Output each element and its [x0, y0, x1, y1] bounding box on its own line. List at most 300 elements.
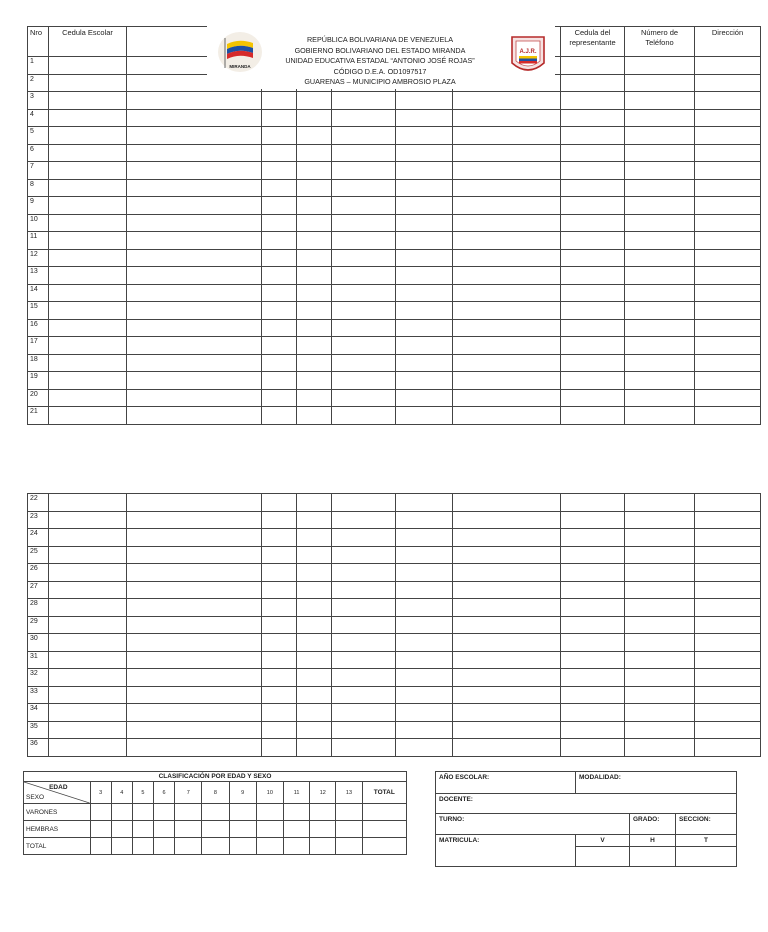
roster-cell[interactable]: [625, 634, 695, 652]
roster-cell[interactable]: [695, 197, 761, 215]
roster-cell[interactable]: [453, 651, 561, 669]
roster-cell[interactable]: [297, 284, 332, 302]
roster-cell[interactable]: [332, 319, 396, 337]
roster-cell[interactable]: [127, 389, 262, 407]
roster-cell[interactable]: [695, 249, 761, 267]
count-cell[interactable]: [336, 838, 362, 855]
roster-cell[interactable]: [453, 546, 561, 564]
roster-cell[interactable]: [297, 407, 332, 425]
roster-cell[interactable]: [625, 302, 695, 320]
roster-cell[interactable]: [561, 634, 625, 652]
roster-cell[interactable]: [561, 704, 625, 722]
roster-cell[interactable]: [49, 267, 127, 285]
turno-field[interactable]: TURNO:: [436, 814, 630, 835]
roster-cell[interactable]: [396, 634, 453, 652]
roster-cell[interactable]: [625, 721, 695, 739]
roster-cell[interactable]: [453, 686, 561, 704]
roster-cell[interactable]: [561, 564, 625, 582]
roster-cell[interactable]: [561, 92, 625, 110]
roster-cell[interactable]: [625, 249, 695, 267]
roster-cell[interactable]: [396, 197, 453, 215]
roster-cell[interactable]: [625, 197, 695, 215]
roster-cell[interactable]: [396, 407, 453, 425]
roster-cell[interactable]: [297, 616, 332, 634]
roster-cell[interactable]: [453, 319, 561, 337]
roster-cell[interactable]: [127, 511, 262, 529]
roster-cell[interactable]: [625, 494, 695, 512]
roster-cell[interactable]: [49, 197, 127, 215]
roster-cell[interactable]: [262, 564, 297, 582]
roster-cell[interactable]: [262, 284, 297, 302]
roster-cell[interactable]: [127, 337, 262, 355]
roster-cell[interactable]: [332, 337, 396, 355]
roster-cell[interactable]: [332, 109, 396, 127]
roster-cell[interactable]: [695, 546, 761, 564]
roster-cell[interactable]: [453, 249, 561, 267]
roster-cell[interactable]: [262, 337, 297, 355]
roster-cell[interactable]: [49, 354, 127, 372]
roster-cell[interactable]: [332, 249, 396, 267]
roster-cell[interactable]: [297, 721, 332, 739]
roster-cell[interactable]: [625, 162, 695, 180]
count-cell[interactable]: [153, 838, 174, 855]
count-cell[interactable]: [90, 804, 111, 821]
count-cell[interactable]: [153, 821, 174, 838]
roster-cell[interactable]: [396, 389, 453, 407]
roster-cell[interactable]: [561, 546, 625, 564]
roster-cell[interactable]: [453, 197, 561, 215]
roster-cell[interactable]: [262, 232, 297, 250]
roster-cell[interactable]: [695, 686, 761, 704]
roster-cell[interactable]: [297, 581, 332, 599]
roster-cell[interactable]: [297, 319, 332, 337]
roster-cell[interactable]: [453, 616, 561, 634]
matricula-h-value[interactable]: [630, 847, 676, 867]
roster-cell[interactable]: [625, 127, 695, 145]
roster-cell[interactable]: [561, 494, 625, 512]
roster-cell[interactable]: [396, 179, 453, 197]
roster-cell[interactable]: [262, 704, 297, 722]
roster-cell[interactable]: [262, 407, 297, 425]
roster-cell[interactable]: [127, 302, 262, 320]
roster-cell[interactable]: [695, 721, 761, 739]
roster-cell[interactable]: [695, 179, 761, 197]
count-cell[interactable]: [175, 804, 202, 821]
roster-cell[interactable]: [297, 144, 332, 162]
roster-cell[interactable]: [127, 144, 262, 162]
roster-cell[interactable]: [396, 162, 453, 180]
roster-cell[interactable]: [561, 599, 625, 617]
roster-cell[interactable]: [262, 599, 297, 617]
roster-cell[interactable]: [453, 669, 561, 687]
roster-cell[interactable]: [396, 354, 453, 372]
roster-cell[interactable]: [262, 319, 297, 337]
roster-cell[interactable]: [332, 389, 396, 407]
roster-cell[interactable]: [695, 284, 761, 302]
roster-cell[interactable]: [561, 669, 625, 687]
roster-cell[interactable]: [396, 529, 453, 547]
roster-cell[interactable]: [695, 92, 761, 110]
roster-cell[interactable]: [262, 127, 297, 145]
roster-cell[interactable]: [625, 74, 695, 92]
roster-cell[interactable]: [262, 267, 297, 285]
roster-cell[interactable]: [127, 249, 262, 267]
roster-cell[interactable]: [625, 92, 695, 110]
roster-cell[interactable]: [49, 599, 127, 617]
roster-cell[interactable]: [453, 581, 561, 599]
roster-cell[interactable]: [453, 179, 561, 197]
roster-cell[interactable]: [625, 511, 695, 529]
roster-cell[interactable]: [127, 407, 262, 425]
roster-cell[interactable]: [695, 529, 761, 547]
roster-cell[interactable]: [695, 407, 761, 425]
roster-cell[interactable]: [49, 302, 127, 320]
roster-cell[interactable]: [625, 669, 695, 687]
roster-cell[interactable]: [127, 634, 262, 652]
roster-cell[interactable]: [127, 319, 262, 337]
roster-cell[interactable]: [262, 372, 297, 390]
roster-cell[interactable]: [453, 739, 561, 757]
matricula-v-value[interactable]: [576, 847, 630, 867]
roster-cell[interactable]: [49, 74, 127, 92]
roster-cell[interactable]: [396, 494, 453, 512]
roster-cell[interactable]: [625, 704, 695, 722]
roster-cell[interactable]: [49, 337, 127, 355]
roster-cell[interactable]: [561, 302, 625, 320]
count-cell[interactable]: [362, 821, 406, 838]
roster-cell[interactable]: [332, 162, 396, 180]
roster-cell[interactable]: [49, 109, 127, 127]
roster-cell[interactable]: [695, 634, 761, 652]
roster-cell[interactable]: [127, 581, 262, 599]
roster-cell[interactable]: [262, 109, 297, 127]
roster-cell[interactable]: [332, 546, 396, 564]
roster-cell[interactable]: [561, 74, 625, 92]
roster-cell[interactable]: [332, 302, 396, 320]
roster-cell[interactable]: [396, 372, 453, 390]
roster-cell[interactable]: [695, 389, 761, 407]
count-cell[interactable]: [175, 821, 202, 838]
roster-cell[interactable]: [332, 669, 396, 687]
count-cell[interactable]: [229, 838, 256, 855]
roster-cell[interactable]: [396, 651, 453, 669]
roster-cell[interactable]: [262, 511, 297, 529]
roster-cell[interactable]: [695, 57, 761, 75]
roster-cell[interactable]: [297, 197, 332, 215]
roster-cell[interactable]: [561, 389, 625, 407]
count-cell[interactable]: [283, 821, 309, 838]
roster-cell[interactable]: [561, 686, 625, 704]
roster-cell[interactable]: [695, 267, 761, 285]
roster-cell[interactable]: [625, 337, 695, 355]
roster-cell[interactable]: [396, 127, 453, 145]
roster-cell[interactable]: [127, 232, 262, 250]
roster-cell[interactable]: [396, 232, 453, 250]
roster-cell[interactable]: [625, 686, 695, 704]
count-cell[interactable]: [336, 821, 362, 838]
roster-cell[interactable]: [332, 92, 396, 110]
roster-cell[interactable]: [262, 651, 297, 669]
roster-cell[interactable]: [695, 599, 761, 617]
roster-cell[interactable]: [297, 267, 332, 285]
roster-cell[interactable]: [453, 284, 561, 302]
roster-cell[interactable]: [297, 127, 332, 145]
roster-cell[interactable]: [262, 249, 297, 267]
roster-cell[interactable]: [396, 267, 453, 285]
roster-cell[interactable]: [127, 197, 262, 215]
roster-cell[interactable]: [49, 546, 127, 564]
roster-cell[interactable]: [695, 144, 761, 162]
roster-cell[interactable]: [49, 511, 127, 529]
roster-cell[interactable]: [625, 57, 695, 75]
roster-cell[interactable]: [297, 634, 332, 652]
roster-cell[interactable]: [297, 249, 332, 267]
roster-cell[interactable]: [262, 721, 297, 739]
roster-cell[interactable]: [332, 197, 396, 215]
roster-cell[interactable]: [127, 599, 262, 617]
roster-cell[interactable]: [332, 214, 396, 232]
seccion-field[interactable]: SECCION:: [676, 814, 737, 835]
roster-cell[interactable]: [625, 599, 695, 617]
roster-cell[interactable]: [332, 739, 396, 757]
roster-cell[interactable]: [561, 529, 625, 547]
roster-cell[interactable]: [561, 162, 625, 180]
roster-cell[interactable]: [625, 232, 695, 250]
roster-cell[interactable]: [695, 739, 761, 757]
count-cell[interactable]: [229, 804, 256, 821]
roster-cell[interactable]: [453, 389, 561, 407]
roster-cell[interactable]: [625, 407, 695, 425]
roster-cell[interactable]: [49, 214, 127, 232]
roster-cell[interactable]: [127, 494, 262, 512]
roster-cell[interactable]: [127, 162, 262, 180]
count-cell[interactable]: [202, 821, 229, 838]
roster-cell[interactable]: [49, 127, 127, 145]
roster-cell[interactable]: [396, 739, 453, 757]
roster-cell[interactable]: [453, 511, 561, 529]
roster-cell[interactable]: [695, 319, 761, 337]
roster-cell[interactable]: [332, 704, 396, 722]
roster-cell[interactable]: [49, 284, 127, 302]
count-cell[interactable]: [362, 804, 406, 821]
count-cell[interactable]: [256, 804, 283, 821]
roster-cell[interactable]: [49, 686, 127, 704]
grado-field[interactable]: GRADO:: [630, 814, 676, 835]
roster-cell[interactable]: [332, 127, 396, 145]
roster-cell[interactable]: [332, 599, 396, 617]
roster-cell[interactable]: [262, 389, 297, 407]
roster-cell[interactable]: [561, 651, 625, 669]
roster-cell[interactable]: [396, 319, 453, 337]
roster-cell[interactable]: [332, 721, 396, 739]
roster-cell[interactable]: [49, 494, 127, 512]
roster-cell[interactable]: [396, 109, 453, 127]
roster-cell[interactable]: [262, 144, 297, 162]
roster-cell[interactable]: [297, 389, 332, 407]
roster-cell[interactable]: [625, 739, 695, 757]
roster-cell[interactable]: [49, 581, 127, 599]
roster-cell[interactable]: [332, 529, 396, 547]
roster-cell[interactable]: [396, 581, 453, 599]
roster-cell[interactable]: [625, 389, 695, 407]
roster-cell[interactable]: [49, 529, 127, 547]
roster-cell[interactable]: [127, 669, 262, 687]
count-cell[interactable]: [132, 821, 153, 838]
roster-cell[interactable]: [625, 144, 695, 162]
count-cell[interactable]: [132, 838, 153, 855]
roster-cell[interactable]: [297, 529, 332, 547]
roster-cell[interactable]: [453, 529, 561, 547]
roster-cell[interactable]: [453, 127, 561, 145]
roster-cell[interactable]: [695, 354, 761, 372]
roster-cell[interactable]: [695, 616, 761, 634]
roster-cell[interactable]: [396, 337, 453, 355]
roster-cell[interactable]: [127, 284, 262, 302]
roster-cell[interactable]: [695, 651, 761, 669]
roster-cell[interactable]: [695, 302, 761, 320]
roster-cell[interactable]: [49, 57, 127, 75]
roster-cell[interactable]: [453, 407, 561, 425]
roster-cell[interactable]: [695, 232, 761, 250]
roster-cell[interactable]: [49, 372, 127, 390]
roster-cell[interactable]: [561, 179, 625, 197]
roster-cell[interactable]: [127, 686, 262, 704]
roster-cell[interactable]: [332, 581, 396, 599]
roster-cell[interactable]: [332, 354, 396, 372]
roster-cell[interactable]: [625, 267, 695, 285]
count-cell[interactable]: [283, 838, 309, 855]
roster-cell[interactable]: [453, 564, 561, 582]
roster-cell[interactable]: [695, 669, 761, 687]
roster-cell[interactable]: [625, 651, 695, 669]
roster-cell[interactable]: [332, 511, 396, 529]
roster-cell[interactable]: [396, 669, 453, 687]
roster-cell[interactable]: [332, 616, 396, 634]
roster-cell[interactable]: [453, 214, 561, 232]
roster-cell[interactable]: [262, 179, 297, 197]
roster-cell[interactable]: [695, 494, 761, 512]
roster-cell[interactable]: [49, 407, 127, 425]
roster-cell[interactable]: [332, 284, 396, 302]
roster-cell[interactable]: [262, 739, 297, 757]
roster-cell[interactable]: [297, 354, 332, 372]
roster-cell[interactable]: [262, 546, 297, 564]
roster-cell[interactable]: [396, 214, 453, 232]
roster-cell[interactable]: [453, 721, 561, 739]
count-cell[interactable]: [202, 804, 229, 821]
count-cell[interactable]: [111, 804, 132, 821]
roster-cell[interactable]: [396, 721, 453, 739]
roster-cell[interactable]: [127, 529, 262, 547]
roster-cell[interactable]: [625, 284, 695, 302]
roster-cell[interactable]: [49, 179, 127, 197]
roster-cell[interactable]: [561, 372, 625, 390]
roster-cell[interactable]: [297, 599, 332, 617]
count-cell[interactable]: [90, 821, 111, 838]
roster-cell[interactable]: [127, 651, 262, 669]
modalidad-field[interactable]: MODALIDAD:: [576, 772, 737, 794]
roster-cell[interactable]: [297, 686, 332, 704]
roster-cell[interactable]: [396, 599, 453, 617]
roster-cell[interactable]: [695, 162, 761, 180]
roster-cell[interactable]: [695, 511, 761, 529]
count-cell[interactable]: [256, 838, 283, 855]
roster-cell[interactable]: [49, 319, 127, 337]
roster-cell[interactable]: [396, 704, 453, 722]
roster-cell[interactable]: [561, 109, 625, 127]
roster-cell[interactable]: [453, 109, 561, 127]
roster-cell[interactable]: [262, 162, 297, 180]
roster-cell[interactable]: [49, 389, 127, 407]
roster-cell[interactable]: [695, 704, 761, 722]
roster-cell[interactable]: [453, 144, 561, 162]
roster-cell[interactable]: [262, 581, 297, 599]
count-cell[interactable]: [132, 804, 153, 821]
roster-cell[interactable]: [262, 529, 297, 547]
roster-cell[interactable]: [625, 354, 695, 372]
roster-cell[interactable]: [49, 616, 127, 634]
roster-cell[interactable]: [49, 739, 127, 757]
roster-cell[interactable]: [453, 704, 561, 722]
roster-cell[interactable]: [453, 599, 561, 617]
roster-cell[interactable]: [127, 179, 262, 197]
roster-cell[interactable]: [332, 232, 396, 250]
roster-cell[interactable]: [453, 267, 561, 285]
roster-cell[interactable]: [297, 651, 332, 669]
roster-cell[interactable]: [297, 372, 332, 390]
roster-cell[interactable]: [127, 721, 262, 739]
roster-cell[interactable]: [561, 127, 625, 145]
roster-cell[interactable]: [297, 564, 332, 582]
roster-cell[interactable]: [332, 494, 396, 512]
count-cell[interactable]: [90, 838, 111, 855]
roster-cell[interactable]: [625, 529, 695, 547]
roster-cell[interactable]: [453, 372, 561, 390]
roster-cell[interactable]: [561, 232, 625, 250]
roster-cell[interactable]: [49, 634, 127, 652]
roster-cell[interactable]: [625, 616, 695, 634]
count-cell[interactable]: [283, 804, 309, 821]
roster-cell[interactable]: [49, 721, 127, 739]
roster-cell[interactable]: [453, 232, 561, 250]
roster-cell[interactable]: [127, 92, 262, 110]
roster-cell[interactable]: [625, 109, 695, 127]
roster-cell[interactable]: [561, 214, 625, 232]
roster-cell[interactable]: [561, 407, 625, 425]
roster-cell[interactable]: [453, 302, 561, 320]
count-cell[interactable]: [111, 821, 132, 838]
roster-cell[interactable]: [262, 197, 297, 215]
roster-cell[interactable]: [297, 704, 332, 722]
roster-cell[interactable]: [127, 704, 262, 722]
roster-cell[interactable]: [49, 144, 127, 162]
roster-cell[interactable]: [453, 494, 561, 512]
roster-cell[interactable]: [297, 511, 332, 529]
matricula-t-value[interactable]: [676, 847, 737, 867]
roster-cell[interactable]: [127, 109, 262, 127]
ano-escolar-field[interactable]: AÑO ESCOLAR:: [436, 772, 576, 794]
count-cell[interactable]: [310, 838, 336, 855]
roster-cell[interactable]: [332, 179, 396, 197]
roster-cell[interactable]: [297, 92, 332, 110]
roster-cell[interactable]: [297, 109, 332, 127]
roster-cell[interactable]: [297, 232, 332, 250]
roster-cell[interactable]: [297, 669, 332, 687]
roster-cell[interactable]: [453, 634, 561, 652]
roster-cell[interactable]: [127, 739, 262, 757]
roster-cell[interactable]: [561, 57, 625, 75]
roster-cell[interactable]: [127, 127, 262, 145]
